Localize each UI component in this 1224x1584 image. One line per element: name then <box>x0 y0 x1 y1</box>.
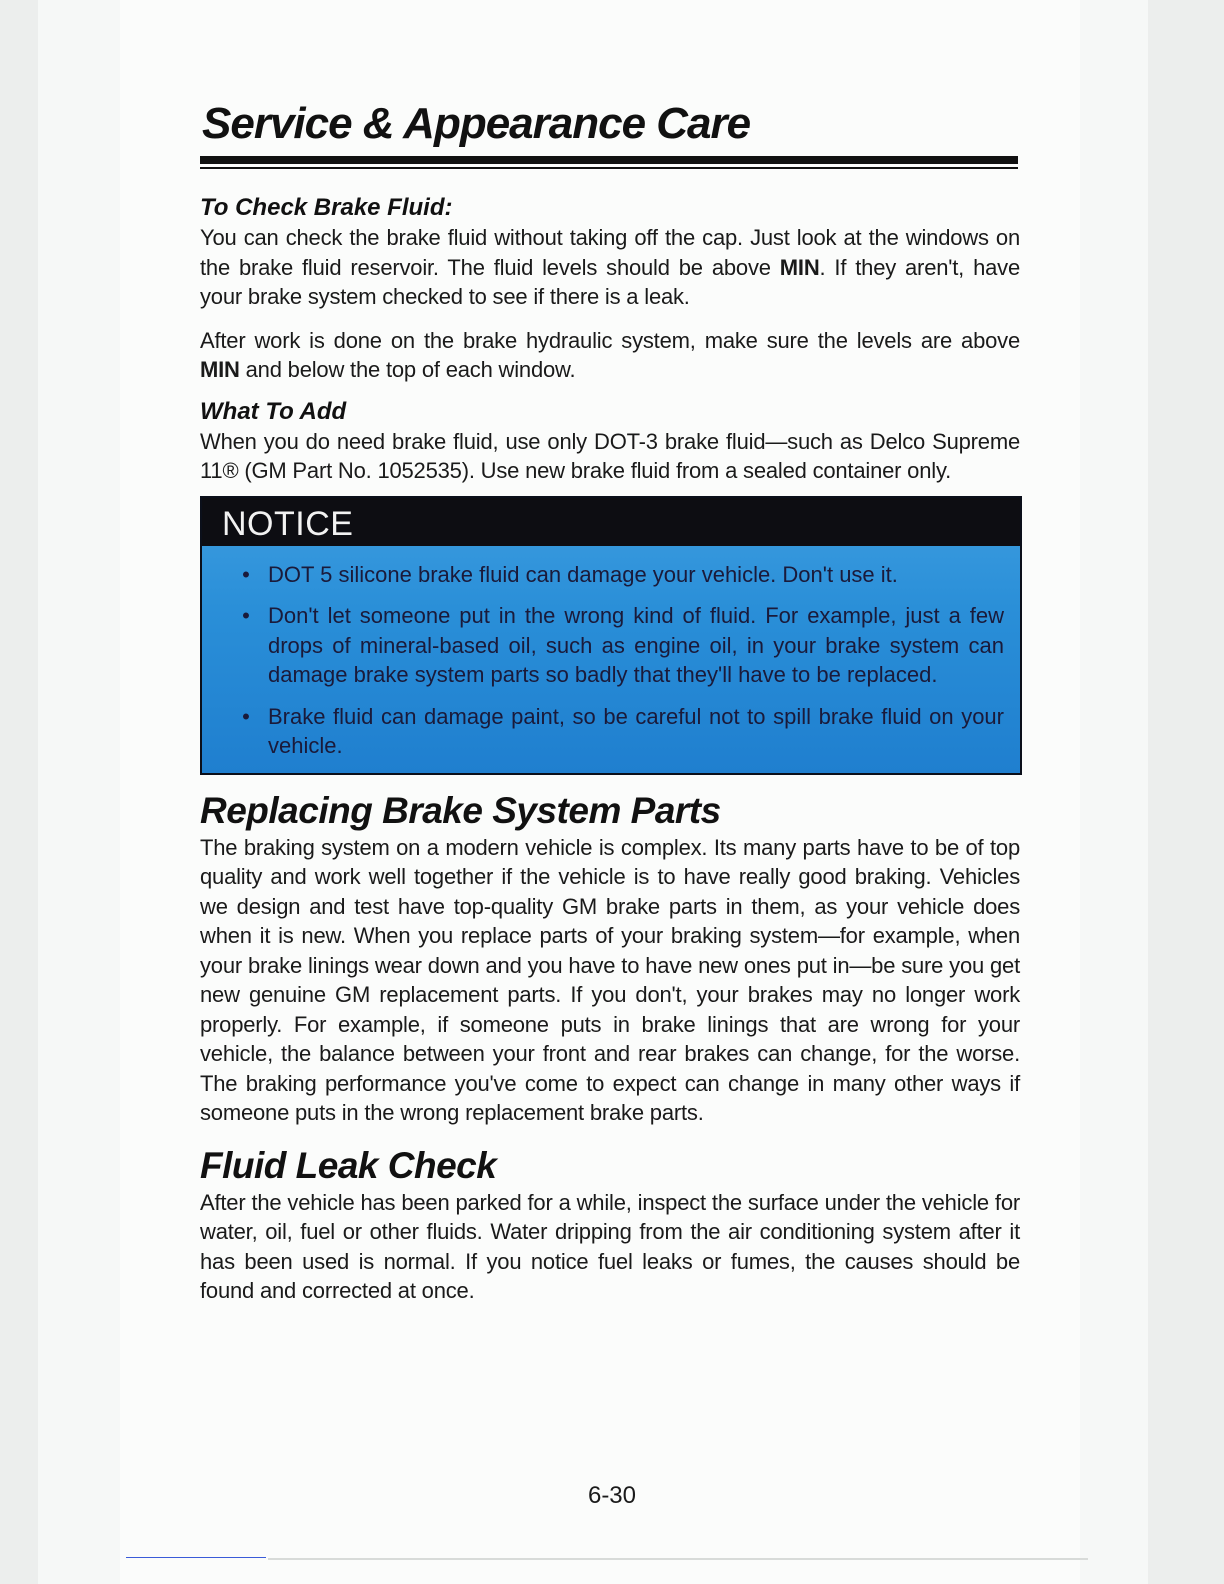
bullet-icon: • <box>242 561 250 587</box>
notice-item <box>236 702 1004 761</box>
notice-title: NOTICE <box>202 498 1020 546</box>
fluid-leak-paragraph: After the vehicle has been parked for a while, inspect the surface under the vehicle for water, oil, fuel or other fluids. Water dripping from the air conditioning system after it has been used is normal. If you notice fuel leaks or fumes, the causes should be found and corrected at once. <box>200 1189 1020 1303</box>
fluid-leak-title: Fluid Leak Check <box>200 1144 497 1186</box>
title-rule-thick <box>200 156 1018 164</box>
check-brake-fluid-paragraph-1 <box>200 223 1020 312</box>
p2-text-b: and below the top of each window. <box>239 357 576 382</box>
p2-text-a: After work is done on the brake hydraulic system, make sure the levels are above <box>200 327 1020 353</box>
replacing-parts-paragraph: The braking system on a modern vehicle is complex. Its many parts have to be of top quality and work well together if the vehicle is to have really good braking. Vehicles we design and test have top-quality GM brake parts in them, as your vehicle does when it is new. When you replace parts of your braking system—for example, when your brake linings wear down and you have to have new ones put in—be sure you get new genuine GM replacement parts. If you don't, your brakes may no longer work properly. For example, if someone puts in brake linings that are wrong for your vehicle, the balance between your front and rear brakes can change, for the worse. The braking performance you've come to expect can change in many other ways if someone puts in the wrong replacement brake parts. <box>200 834 1020 1125</box>
p2-min-label: MIN <box>200 357 240 382</box>
page-number: 6-30 <box>587 1482 637 1509</box>
p1-text-a: You can check the brake fluid without taking off the cap. Just look at the windows on the brake fluid reservoir. The fluid levels should be above <box>200 225 1020 280</box>
notice-item <box>236 560 1004 590</box>
notice-box <box>200 496 1022 775</box>
what-to-add-paragraph: When you do need brake fluid, use only DOT-3 brake fluid—such as Delco Supreme 11® (GM Part No. 1052535). Use new brake fluid from a sealed container only. <box>200 428 1020 483</box>
bullet-icon: • <box>242 703 250 729</box>
chapter-title: Service & Appearance Care <box>202 99 751 148</box>
page-content <box>200 96 1020 1306</box>
check-brake-fluid-heading: To Check Brake Fluid: <box>200 194 453 221</box>
bullet-icon: • <box>242 603 250 628</box>
replacing-parts-title: Replacing Brake System Parts <box>200 789 721 831</box>
notice-item <box>236 601 1004 690</box>
notice-list <box>202 546 1020 773</box>
check-brake-fluid-paragraph-2 <box>200 326 1020 385</box>
page-bottom-edge <box>268 1558 1088 1560</box>
bottom-link-line <box>126 1557 266 1558</box>
p1-text-b: . If they aren't, have your brake system checked to see if there is a leak. <box>200 254 1020 309</box>
notice-item-text: Brake fluid can damage paint, so be careful not to spill brake fluid on your vehicle. <box>268 703 1004 758</box>
notice-item-text: Don't let someone put in the wrong kind of fluid. For example, just a few drops of mineral-based oil, such as engine oil, in your brake system can damage brake system parts so badly that they'll have to be replaced. <box>268 603 1004 687</box>
p1-min-label: MIN <box>779 254 820 280</box>
title-rule-thin <box>200 167 1018 169</box>
notice-item-text: DOT 5 silicone brake fluid can damage your vehicle. Don't use it. <box>268 561 898 587</box>
what-to-add-heading: What To Add <box>200 397 347 425</box>
